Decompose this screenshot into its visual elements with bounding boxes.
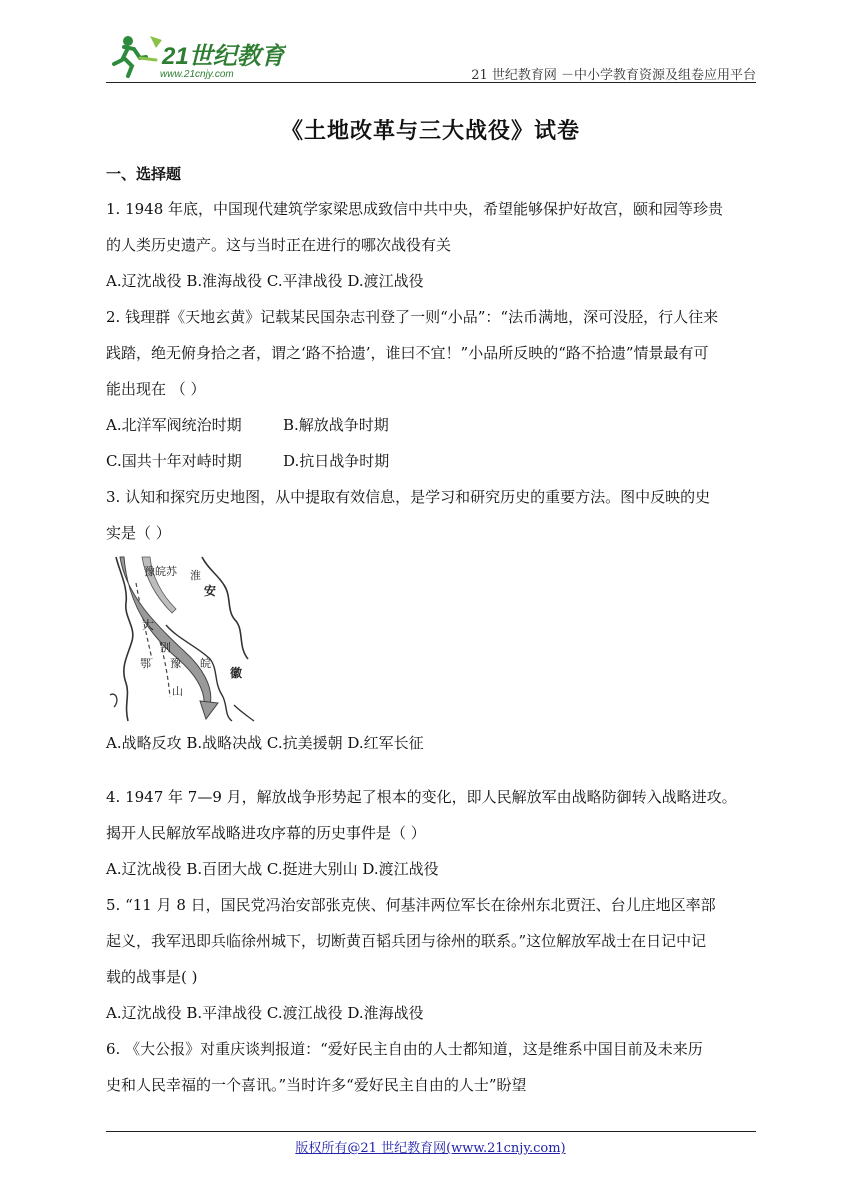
question-1 bbox=[106, 195, 756, 296]
historical-map-image bbox=[106, 555, 258, 723]
svg-text:皖: 皖 bbox=[200, 657, 211, 670]
svg-text:鄂: 鄂 bbox=[140, 657, 151, 670]
question-3 bbox=[106, 483, 756, 758]
question-options: A.辽沈战役 B.平津战役 C.渡江战役 D.淮海战役 bbox=[106, 1004, 424, 1022]
svg-text:豫皖苏: 豫皖苏 bbox=[144, 565, 177, 578]
page-header bbox=[106, 30, 756, 84]
svg-text:山: 山 bbox=[172, 685, 183, 698]
svg-text:21世纪教育: 21世纪教育 bbox=[162, 43, 285, 70]
question-text-line: 3. 认知和探究历史地图，从中提取有效信息，是学习和研究历史的重要方法。图中反映的史 bbox=[106, 488, 711, 506]
header-divider bbox=[106, 82, 756, 83]
question-text-line: 能出现在 （ ） bbox=[106, 380, 206, 398]
question-text-line: 5. “11 月 8 日，国民党冯治安部张克侠、何基沣两位军长在徐州东北贾汪、台儿庄地区率部 bbox=[106, 896, 716, 914]
question-4 bbox=[106, 783, 756, 884]
svg-text:www.21cnjy.com: www.21cnjy.com bbox=[160, 69, 234, 80]
question-text-line: 2. 钱理群《天地玄黄》记载某民国杂志刊登了一则“小品”：“法币满地，深可没胫，行人往来 bbox=[106, 308, 719, 326]
question-text-line: 1. 1948 年底，中国现代建筑学家梁思成致信中共中央，希望能够保护好故宫，颐和园等珍贵 bbox=[106, 200, 724, 218]
header-site-slogan: 21 世纪教育网 －中小学教育资源及组卷应用平台 bbox=[471, 68, 756, 83]
question-text-line: 载的战事是( ) bbox=[106, 968, 198, 986]
question-text-line: 起义，我军迅即兵临徐州城下，切断黄百韬兵团与徐州的联系。”这位解放军战士在日记中记 bbox=[106, 932, 707, 950]
question-text-line: 史和人民幸福的一个喜讯。”当时许多“爱好民主自由的人士”盼望 bbox=[106, 1076, 527, 1094]
question-text-line: 的人类历史遗产。这与当时正在进行的哪次战役有关 bbox=[106, 236, 452, 254]
dabie-mountain-map-icon bbox=[106, 555, 258, 723]
question-options-row bbox=[106, 447, 756, 476]
question-text-line: 践踏，绝无俯身拾之者，谓之‘路不拾遗’，谁曰不宜！”小品所反映的“路不拾遗”情景最有可 bbox=[106, 344, 709, 362]
svg-text:淮: 淮 bbox=[190, 569, 201, 582]
option-c: C.国共十年对峙时期 bbox=[106, 452, 242, 470]
svg-text:大: 大 bbox=[142, 618, 155, 632]
section-heading: 一、选择题 bbox=[106, 165, 182, 183]
page-title: 《土地改革与三大战役》试卷 bbox=[280, 118, 580, 144]
spacer bbox=[106, 765, 756, 783]
svg-text:豫: 豫 bbox=[170, 657, 181, 670]
option-a: A.北洋军阀统治时期 bbox=[106, 416, 242, 434]
option-b: B.解放战争时期 bbox=[283, 416, 389, 434]
question-options-row bbox=[106, 411, 756, 440]
svg-text:徽: 徽 bbox=[230, 666, 243, 680]
question-options: A.战略反攻 B.战略决战 C.抗美援朝 D.红军长征 bbox=[106, 734, 424, 752]
svg-text:别: 别 bbox=[160, 641, 171, 654]
question-6 bbox=[106, 1035, 756, 1100]
question-options: A.辽沈战役 B.淮海战役 C.平津战役 D.渡江战役 bbox=[106, 272, 424, 290]
copyright-link[interactable]: 版权所有@21 世纪教育网(www.21cnjy.com) bbox=[295, 1141, 566, 1156]
option-d: D.抗日战争时期 bbox=[283, 452, 390, 470]
footer-divider bbox=[106, 1131, 756, 1132]
exam-content bbox=[106, 160, 756, 1107]
question-text-line: 揭开人民解放军战略进攻序幕的历史事件是（ ） bbox=[106, 824, 426, 842]
question-text-line: 实是（ ） bbox=[106, 524, 171, 542]
question-5 bbox=[106, 891, 756, 1028]
running-man-logo-icon bbox=[106, 30, 286, 82]
question-options: A.辽沈战役 B.百团大战 C.挺进大别山 D.渡江战役 bbox=[106, 860, 439, 878]
svg-text:安: 安 bbox=[204, 584, 217, 598]
question-text-line: 4. 1947 年 7—9 月，解放战争形势起了根本的变化，即人民解放军由战略防御转入战略进攻。 bbox=[106, 788, 737, 806]
site-logo[interactable] bbox=[106, 30, 286, 82]
question-text-line: 6. 《大公报》对重庆谈判报道：“爱好民主自由的人士都知道，这是维系中国目前及未来历 bbox=[106, 1040, 703, 1058]
question-2 bbox=[106, 303, 756, 476]
